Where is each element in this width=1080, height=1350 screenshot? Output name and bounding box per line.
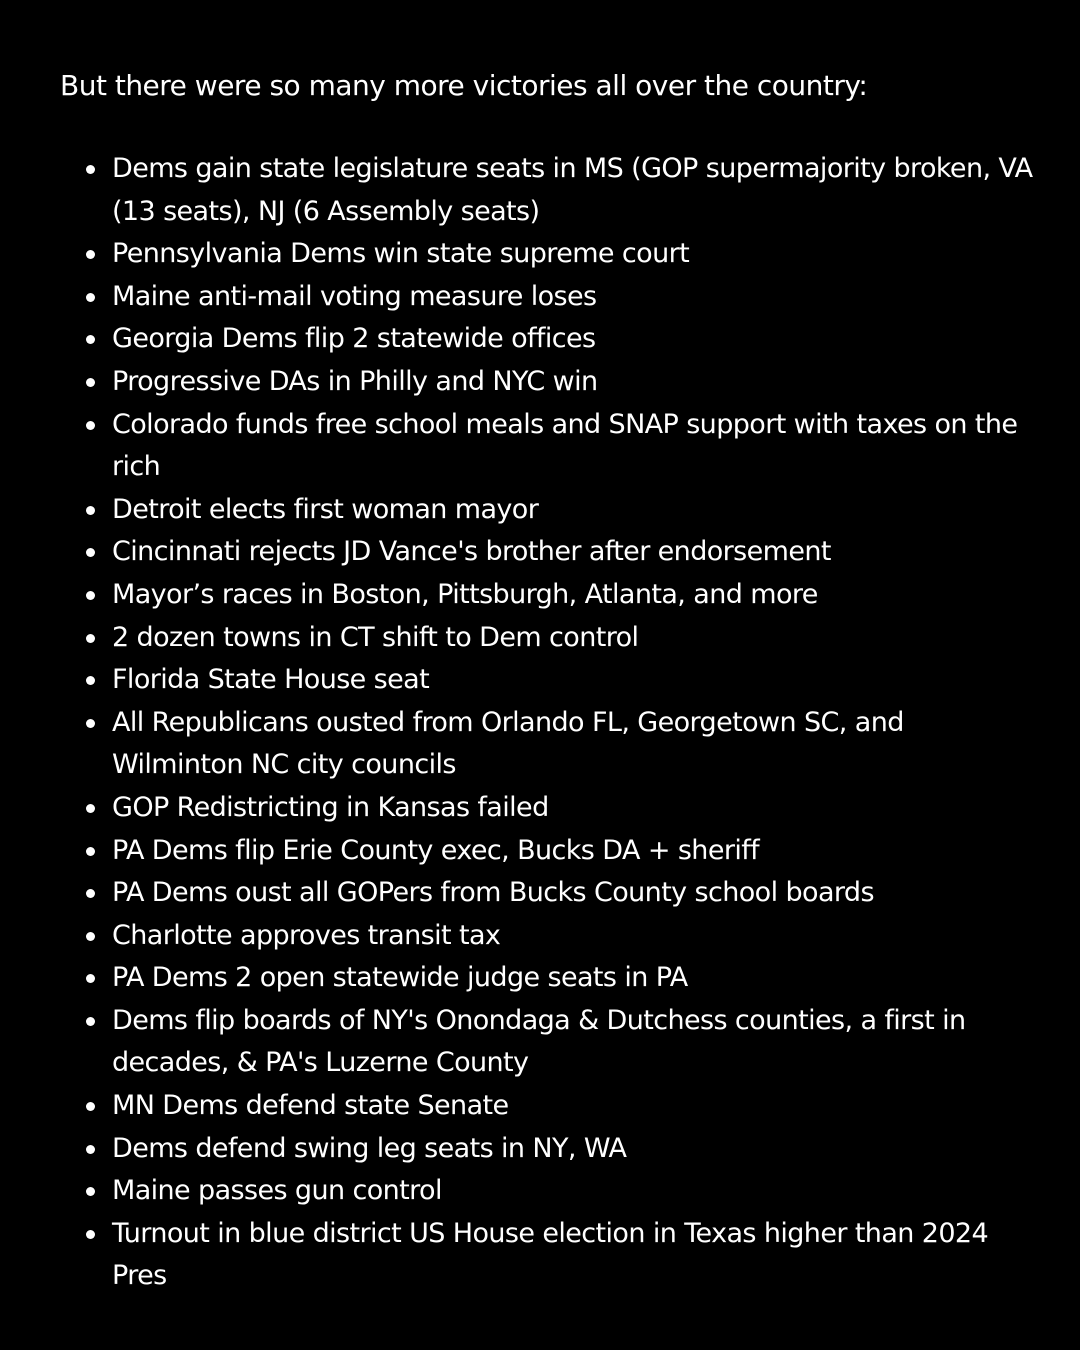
list-item-text: Mayor’s races in Boston, Pittsburgh, Atlanta, and more <box>112 578 818 610</box>
bullet-icon <box>86 1017 95 1026</box>
bullet-icon <box>86 378 95 387</box>
bullet-icon <box>86 974 95 983</box>
list-item-text: Maine passes gun control <box>112 1175 442 1207</box>
intro-text: But there were so many more victories all over the country: <box>60 69 868 102</box>
list-item-text: Florida State House seat <box>112 664 430 696</box>
list-item-text: Dems defend swing leg seats in NY, WA <box>112 1132 627 1164</box>
list-item-text: Turnout in blue district US House election in Texas higher than 2024 Pres <box>112 1217 989 1292</box>
bullet-icon <box>86 847 95 856</box>
list-item <box>60 318 1040 361</box>
list-item-text: 2 dozen towns in CT shift to Dem control <box>112 621 639 653</box>
bullet-icon <box>86 1230 95 1239</box>
list-item <box>60 915 1040 958</box>
list-item-text: Dems gain state legislature seats in MS (GOP supermajority broken, VA (13 seats), NJ (6 Assembly seats) <box>112 153 1033 227</box>
list-item <box>60 531 1040 574</box>
list-item-text: Dems flip boards of NY's Onondaga & Dutchess counties, a first in decades, & PA's Luzerne County <box>112 1004 966 1079</box>
list-item <box>60 1000 1040 1085</box>
list-item <box>60 872 1040 915</box>
bullet-icon <box>86 548 95 557</box>
list-item-text: Charlotte approves transit tax <box>112 919 501 951</box>
bullet-icon <box>86 421 95 430</box>
list-item-text: Pennsylvania Dems win state supreme court <box>112 238 690 270</box>
list-item-text: Cincinnati rejects JD Vance's brother after endorsement <box>112 536 831 568</box>
bullet-icon <box>86 1102 95 1111</box>
list-item <box>60 617 1040 660</box>
list-item <box>60 787 1040 830</box>
list-item <box>60 1213 1040 1298</box>
list-item <box>60 361 1040 404</box>
bullet-icon <box>86 335 95 344</box>
list-item <box>60 404 1040 489</box>
list-item-text: Colorado funds free school meals and SNAP support with taxes on the rich <box>112 408 1018 483</box>
list-item-text: All Republicans ousted from Orlando FL, Georgetown SC, and Wilminton NC city councils <box>112 706 904 781</box>
bullet-icon <box>86 634 95 643</box>
list-item-text: MN Dems defend state Senate <box>112 1090 509 1122</box>
bullet-icon <box>86 293 95 302</box>
list-item-text: Georgia Dems flip 2 statewide offices <box>112 323 596 355</box>
list-item <box>60 659 1040 702</box>
list-item <box>60 1128 1040 1171</box>
list-item <box>60 830 1040 873</box>
list-item-text: GOP Redistricting in Kansas failed <box>112 791 549 823</box>
list-item <box>60 574 1040 617</box>
list-item <box>60 148 1040 233</box>
list-item-text: Maine anti-mail voting measure loses <box>112 280 597 312</box>
bullet-icon <box>86 676 95 685</box>
list-item <box>60 233 1040 276</box>
list-item-text: Detroit elects first woman mayor <box>112 493 539 525</box>
bullet-icon <box>86 1187 95 1196</box>
list-item-text: Progressive DAs in Philly and NYC win <box>112 365 598 397</box>
bullet-icon <box>86 506 95 515</box>
list-item <box>60 489 1040 532</box>
list-item <box>60 276 1040 319</box>
bullet-icon <box>86 719 95 728</box>
bullet-icon <box>86 889 95 898</box>
bullet-icon <box>86 250 95 259</box>
bullet-icon <box>86 804 95 813</box>
list-item <box>60 1085 1040 1128</box>
list-item <box>60 957 1040 1000</box>
victories-list <box>60 148 1040 1298</box>
list-item-text: PA Dems oust all GOPers from Bucks County school boards <box>112 877 874 909</box>
list-item <box>60 702 1040 787</box>
bullet-icon <box>86 165 95 174</box>
list-item-text: PA Dems flip Erie County exec, Bucks DA + sheriff <box>112 834 760 866</box>
bullet-icon <box>86 1145 95 1154</box>
list-item <box>60 1170 1040 1213</box>
bullet-icon <box>86 932 95 941</box>
list-item-text: PA Dems 2 open statewide judge seats in PA <box>112 962 688 994</box>
bullet-icon <box>86 591 95 600</box>
